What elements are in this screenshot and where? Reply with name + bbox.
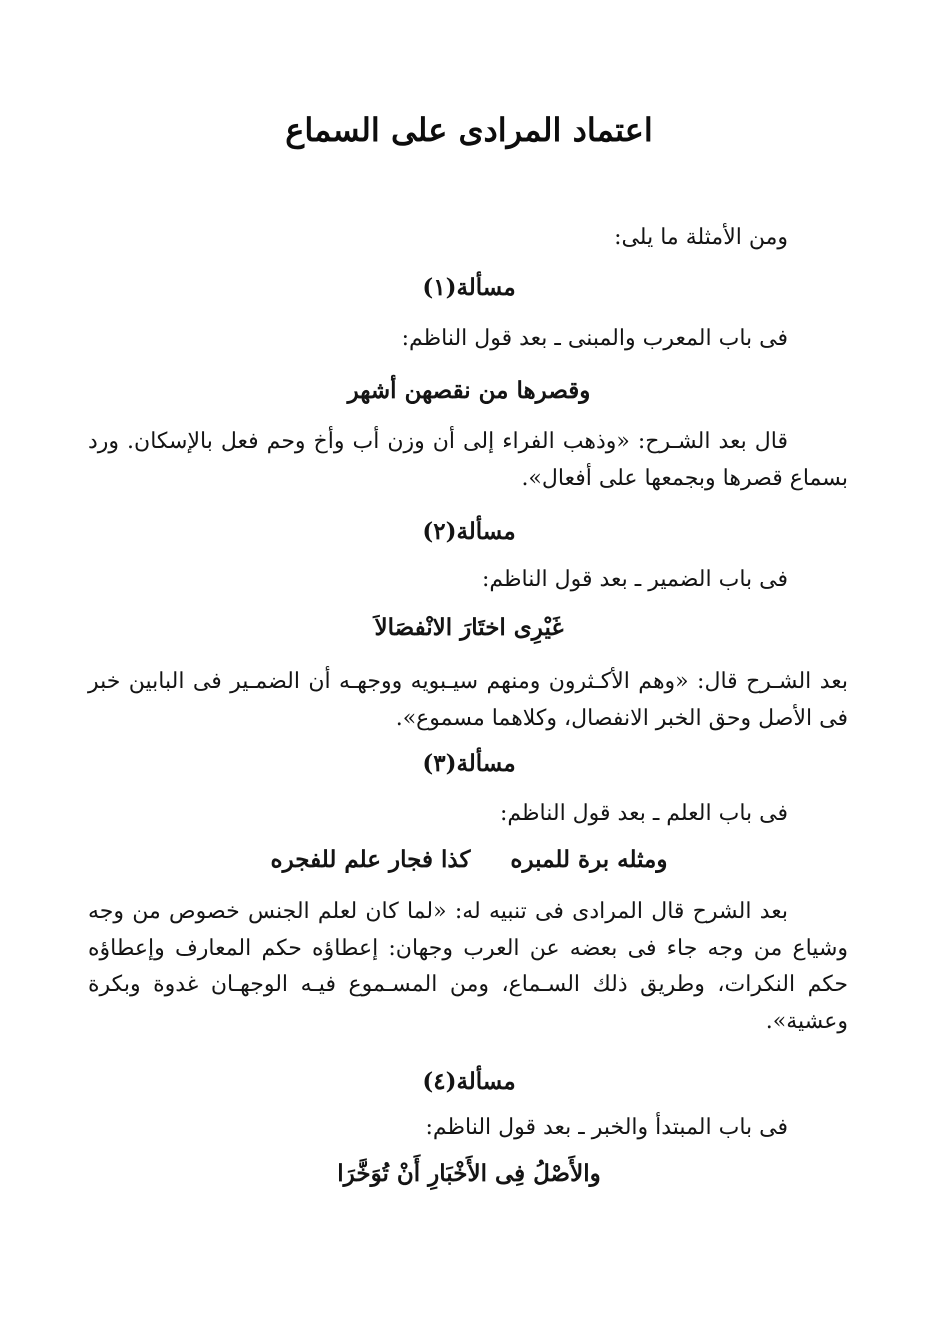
section-heading-4: مسألة(٤) [422,1068,516,1095]
verse-4: والأَصْلُ فِى الأَخْبَارِ أَنْ تُوَخَّرَا [337,1160,601,1187]
section-context-3: فى باب العلم ـ بعد قول الناظم: [499,801,788,826]
commentary-2: بعد الشـرح قال: «وهم الأكـثرون ومنهم سيـبويه ووجهـه أن الضمـير فى البابين خبر فى الأصل وحق الخبر الانفصال، وكلاهما مسموع». [88,669,848,731]
section-context-4: فى باب المبتدأ والخبر ـ بعد قول الناظم: [425,1115,788,1140]
verse-1: وقصرها من نقصهن أشهر [347,377,591,404]
page-title: اعتماد المرادى على السماع [285,111,653,149]
section-heading-3: مسألة(٣) [422,750,516,777]
section-heading-1: مسألة(١) [422,274,516,301]
commentary-1: قال بعد الشـرح: «وذهب الفراء إلى أن وزن أب وأخ وحم فعل بالإسكان. ورد بسماع قصرها وبجمعها على أفعال». [88,429,848,491]
commentary-3: بعد الشرح قال المرادى فى تنبيه له: «لما كان لعلم الجنس خصوص من وجه وشياع من وجه جاء فى بعضه عن العرب وجهان: إعطاؤه حكم المعارف وإعطاؤه حكم النكرات، وطريق ذلك السـماع، ومن المسـموع فيـه الوجهـان غدوة وبكرة وعشية». [88,899,848,1034]
section-context-1: فى باب المعرب والمبنى ـ بعد قول الناظم: [401,326,788,351]
verse-3 [0,844,938,876]
intro-text: ومن الأمثلة ما يلى: [614,225,788,250]
verse-2: غَيْرِى اختَارَ الانْفصَالاَ [374,614,564,641]
verse-3-second-hemistich: كذا فجار علم للفجره [270,846,471,873]
verse-3-first-hemistich: ومثله برة للمبره [510,846,668,873]
section-context-2: فى باب الضمير ـ بعد قول الناظم: [481,567,788,592]
section-heading-2: مسألة(٢) [422,518,516,545]
